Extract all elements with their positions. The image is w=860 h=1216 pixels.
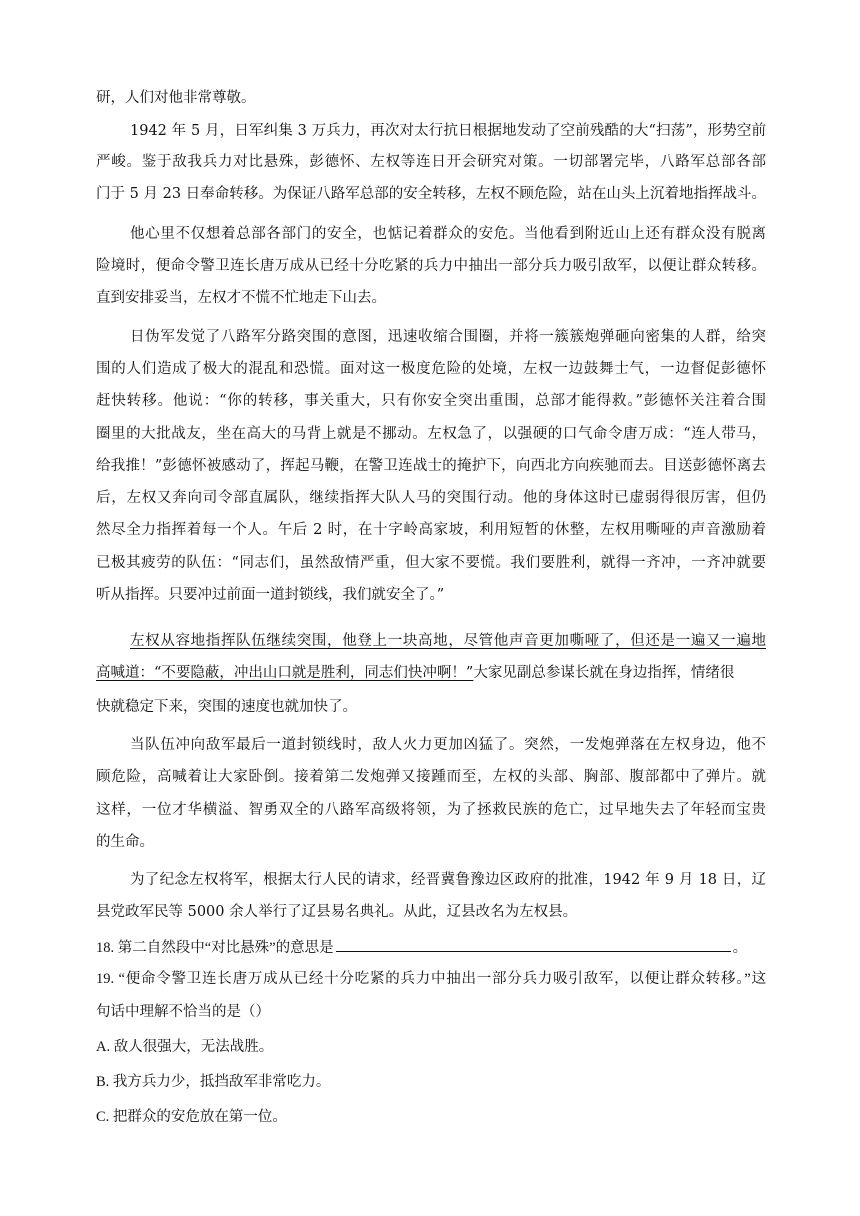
paragraph-2-line-1: 他心里不仅想着总部各部门的安全，也惦记着群众的安危。当他看到附近山上还有群众没有脱离: [130, 226, 766, 242]
paragraph-3-line-7: 然尽全力指挥着每一个人。午后 2 时，在十字岭高家坡，利用短暂的休整，左权用嘶哑的声音激励着: [96, 522, 766, 538]
paragraph-5-line-4: 的生命。: [96, 834, 154, 850]
paragraph-2-line-3: 直到安排妥当，左权才不慌不忙地走下山去。: [96, 290, 386, 306]
answer-blank-18[interactable]: [336, 936, 731, 952]
paragraph-1-line-2: 严峻。鉴于敌我兵力对比悬殊，彭德怀、左权等连日开会研究对策。一切部署完毕，八路军总部各部: [96, 154, 766, 170]
paragraph-6-line-1: 为了纪念左权将军，根据太行人民的请求，经晋冀鲁豫边区政府的批准，1942 年 9 月 18 日，辽: [130, 872, 766, 888]
paragraph-1-line-3: 门于 5 月 23 日奉命转移。为保证八路军总部的安全转移，左权不顾危险，站在山头上沉着地指挥战斗。: [96, 186, 766, 202]
paragraph-1-line-1: 1942 年 5 月，日军纠集 3 万兵力，再次对太行抗日根据地发动了空前残酷的大“扫荡”，形势空前: [130, 123, 766, 139]
paragraph-3-line-6: 后，左权又奔向司令部直属队，继续指挥大队人马的突围行动。他的身体这时已虚弱得很厉害，但仍: [96, 490, 766, 506]
underlined-quote: 高喊道：“不要隐蔽，冲出山口就是胜利，同志们快冲啊！”: [96, 665, 474, 681]
paragraph-2-line-2: 险境时，便命令警卫连长唐万成从已经十分吃紧的兵力中抽出一部分兵力吸引敌军，以便让群众转移。: [96, 258, 766, 274]
paragraph-3-line-9: 听从指挥。只要冲过前面一道封锁线，我们就安全了。”: [96, 587, 445, 603]
paragraph-4-line-2-rest: 大家见副总参谋长就在身边指挥，情绪很: [473, 665, 735, 681]
paragraph-4-line-2: [96, 663, 766, 683]
paragraph-3-line-2: 围的人们造成了极大的混乱和恐慌。面对这一极度危险的处境，左权一边鼓舞士气，一边督促彭德怀: [96, 361, 766, 377]
question-18-text: 18. 第二自然段中“对比悬殊”的意思是: [96, 940, 334, 956]
paragraph-4-line-1-underlined: 左权从容地指挥队伍继续突围，他登上一块高地，尽管他声音更加嘶哑了，但还是一遍又一遍地: [130, 633, 766, 649]
option-c[interactable]: C. 把群众的安危放在第一位。: [96, 1109, 287, 1125]
paragraph-5-line-3: 这样，一位才华横溢、智勇双全的八路军高级将领，为了拯救民族的危亡，过早地失去了年轻而宝贵: [96, 802, 766, 818]
paragraph-3-line-5: 给我推！”彭德怀被感动了，挥起马鞭，在警卫连战士的掩护下，向西北方向疾驰而去。目送彭德怀离去: [96, 458, 766, 474]
paragraph-6-line-2: 县党政军民等 5000 余人举行了辽县易名典礼。从此，辽县改名为左权县。: [96, 904, 578, 920]
option-a[interactable]: A. 敌人很强大，无法战胜。: [96, 1039, 274, 1055]
paragraph-3-line-8: 已极其疲劳的队伍：“同志们，虽然敌情严重，但大家不要慌。我们要胜利，就得一齐冲，一齐冲就要: [96, 555, 766, 571]
paragraph-5-line-2: 顾危险，高喊着让大家卧倒。接着第二发炮弹又接踵而至，左权的头部、胸部、腹部都中了弹片。就: [96, 769, 766, 785]
question-19-line-1: 19. “便命令警卫连长唐万成从已经十分吃紧的兵力中抽出一部分兵力吸引敌军，以便让群众转移。”这: [96, 971, 766, 987]
question-18-period: 。: [732, 940, 748, 956]
question-18: [96, 936, 747, 958]
paragraph-end: 研，人们对他非常尊敬。: [96, 90, 256, 106]
paragraph-3-line-4: 圈里的大批战友，坐在高大的马背上就是不挪动。左权急了，以强硬的口气命令唐万成：“连人带马，: [96, 426, 766, 442]
question-19-line-2: 句话中理解不恰当的是（）: [96, 1004, 270, 1020]
paragraph-3-line-3: 赶快转移。他说：“你的转移，事关重大，只有你安全突出重围，总部才能得救。”彭德怀关注着合围: [96, 393, 766, 409]
option-b[interactable]: B. 我方兵力少，抵挡敌军非常吃力。: [96, 1074, 331, 1090]
paragraph-4-line-3: 快就稳定下来，突围的速度也就加快了。: [96, 699, 357, 715]
paragraph-5-line-1: 当队伍冲向敌军最后一道封锁线时，敌人火力更加凶猛了。突然，一发炮弹落在左权身边，他不: [130, 737, 766, 753]
paragraph-3-line-1: 日伪军发觉了八路军分路突围的意图，迅速收缩合围圈，并将一簇簇炮弹砸向密集的人群，给突: [130, 329, 766, 345]
